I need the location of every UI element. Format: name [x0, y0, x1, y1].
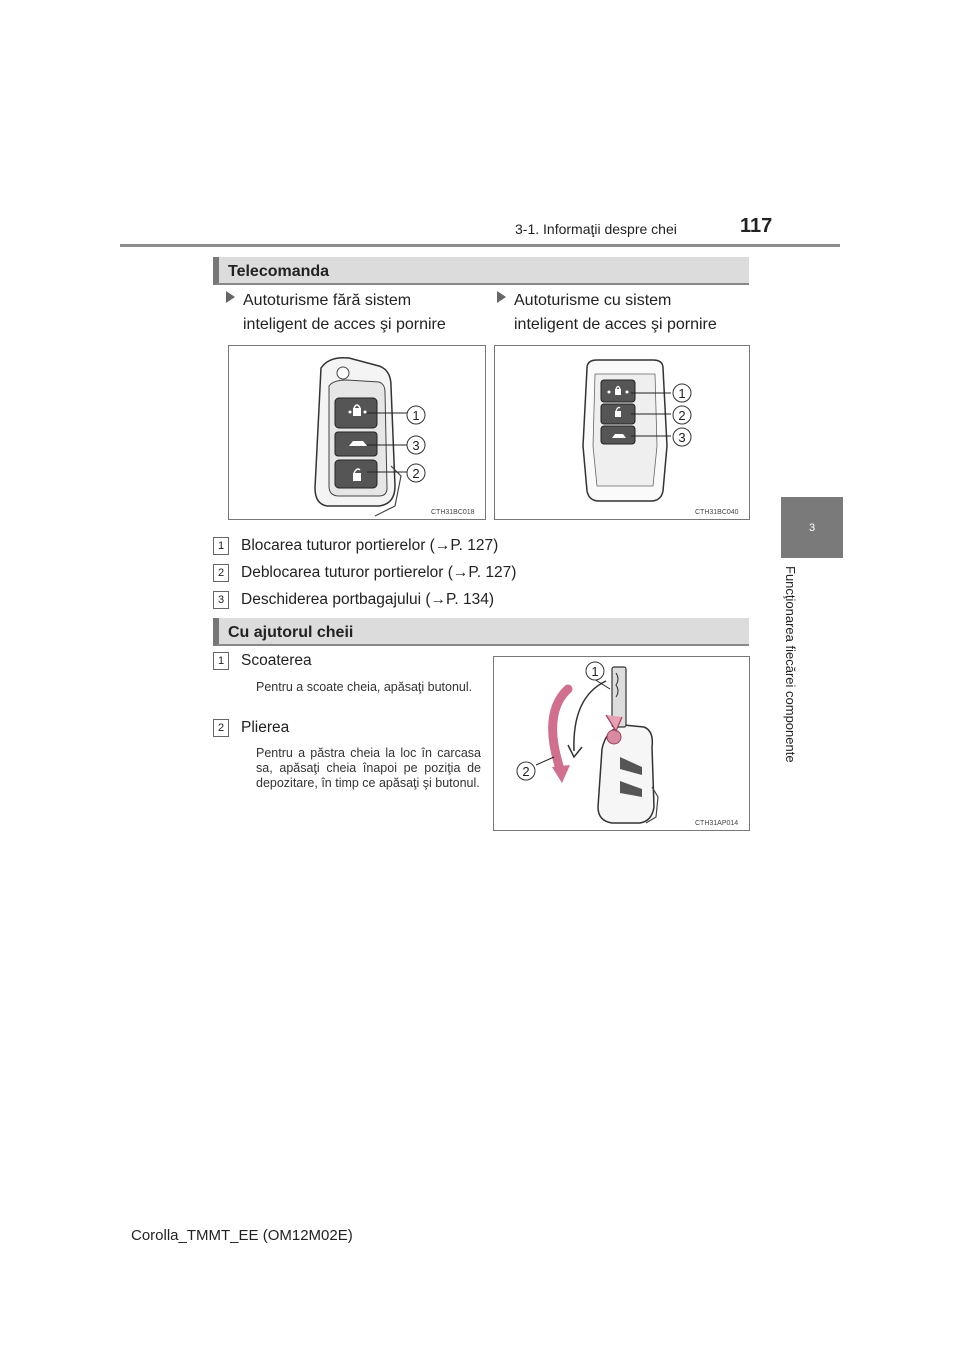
key-blade-illustration — [494, 657, 749, 830]
subtitle-without-smart-key: Autoturisme fără sistem inteligent de acces şi pornire — [226, 289, 446, 337]
figure-flip-key-remote — [228, 345, 486, 520]
triangle-bullet-icon — [497, 291, 506, 303]
figure-code: CTH31BC018 — [431, 509, 475, 516]
callout-label: 1 — [678, 386, 686, 401]
smart-key-illustration — [495, 346, 749, 519]
figure-key-blade — [493, 656, 750, 831]
chapter-title-vertical — [783, 566, 803, 806]
footer-model-code: Corolla_TMMT_EE (OM12M02E) — [131, 1227, 353, 1244]
list-item — [213, 652, 312, 670]
item-number-badge: 1 — [213, 537, 229, 555]
item-number-badge: 1 — [213, 652, 229, 670]
callout-label: 3 — [678, 430, 686, 445]
flip-key-illustration — [229, 346, 485, 519]
running-header-section: 3-1. Informaţii despre chei — [515, 221, 677, 237]
item-number-badge: 2 — [213, 564, 229, 582]
triangle-bullet-icon — [226, 291, 235, 303]
section-title: Telecomanda — [228, 263, 330, 280]
item-label: Plierea — [241, 719, 290, 736]
item-number-badge: 2 — [213, 719, 229, 737]
callout-label: 2 — [412, 466, 420, 481]
figure-smart-key-remote — [494, 345, 750, 520]
item-text: Blocarea tuturor portierelor (→P. 127) — [241, 537, 499, 554]
item-text: Deblocarea tuturor portierelor (→P. 127) — [241, 564, 517, 581]
header-rule — [120, 244, 840, 247]
list-item — [213, 537, 498, 555]
item-description: Pentru a păstra cheia la loc în carcasa sa, apăsaţi cheia înapoi pe poziţia de depozitare, în timp ce apăsaţi şi butonul. — [256, 746, 481, 790]
list-item — [213, 719, 289, 737]
item-label: Scoaterea — [241, 652, 312, 669]
page-number: 117 — [740, 215, 773, 237]
callout-label: 1 — [591, 664, 599, 679]
section-heading-telecomanda — [213, 257, 749, 285]
chapter-tab — [781, 497, 843, 558]
item-text: Deschiderea portbagajului (→P. 134) — [241, 591, 495, 608]
list-item — [213, 564, 516, 582]
callout-label: 1 — [412, 408, 420, 423]
figure-code: CTH31BC040 — [695, 509, 739, 516]
section-title: Cu ajutorul cheii — [228, 624, 354, 641]
subtitle-with-smart-key: Autoturisme cu sistem inteligent de acces şi pornire — [497, 289, 717, 337]
callout-label: 3 — [412, 438, 420, 453]
callout-label: 2 — [678, 408, 686, 423]
item-description: Pentru a scoate cheia, apăsaţi butonul. — [256, 680, 473, 694]
chapter-title: Funcţionarea fiecărei componente — [783, 566, 798, 763]
list-item — [213, 591, 494, 609]
chapter-number: 3 — [808, 522, 816, 534]
section-heading-cu-ajutorul-cheii — [213, 618, 749, 646]
item-number-badge: 3 — [213, 591, 229, 609]
figure-code: CTH31AP014 — [695, 820, 739, 827]
callout-label: 2 — [522, 764, 530, 779]
